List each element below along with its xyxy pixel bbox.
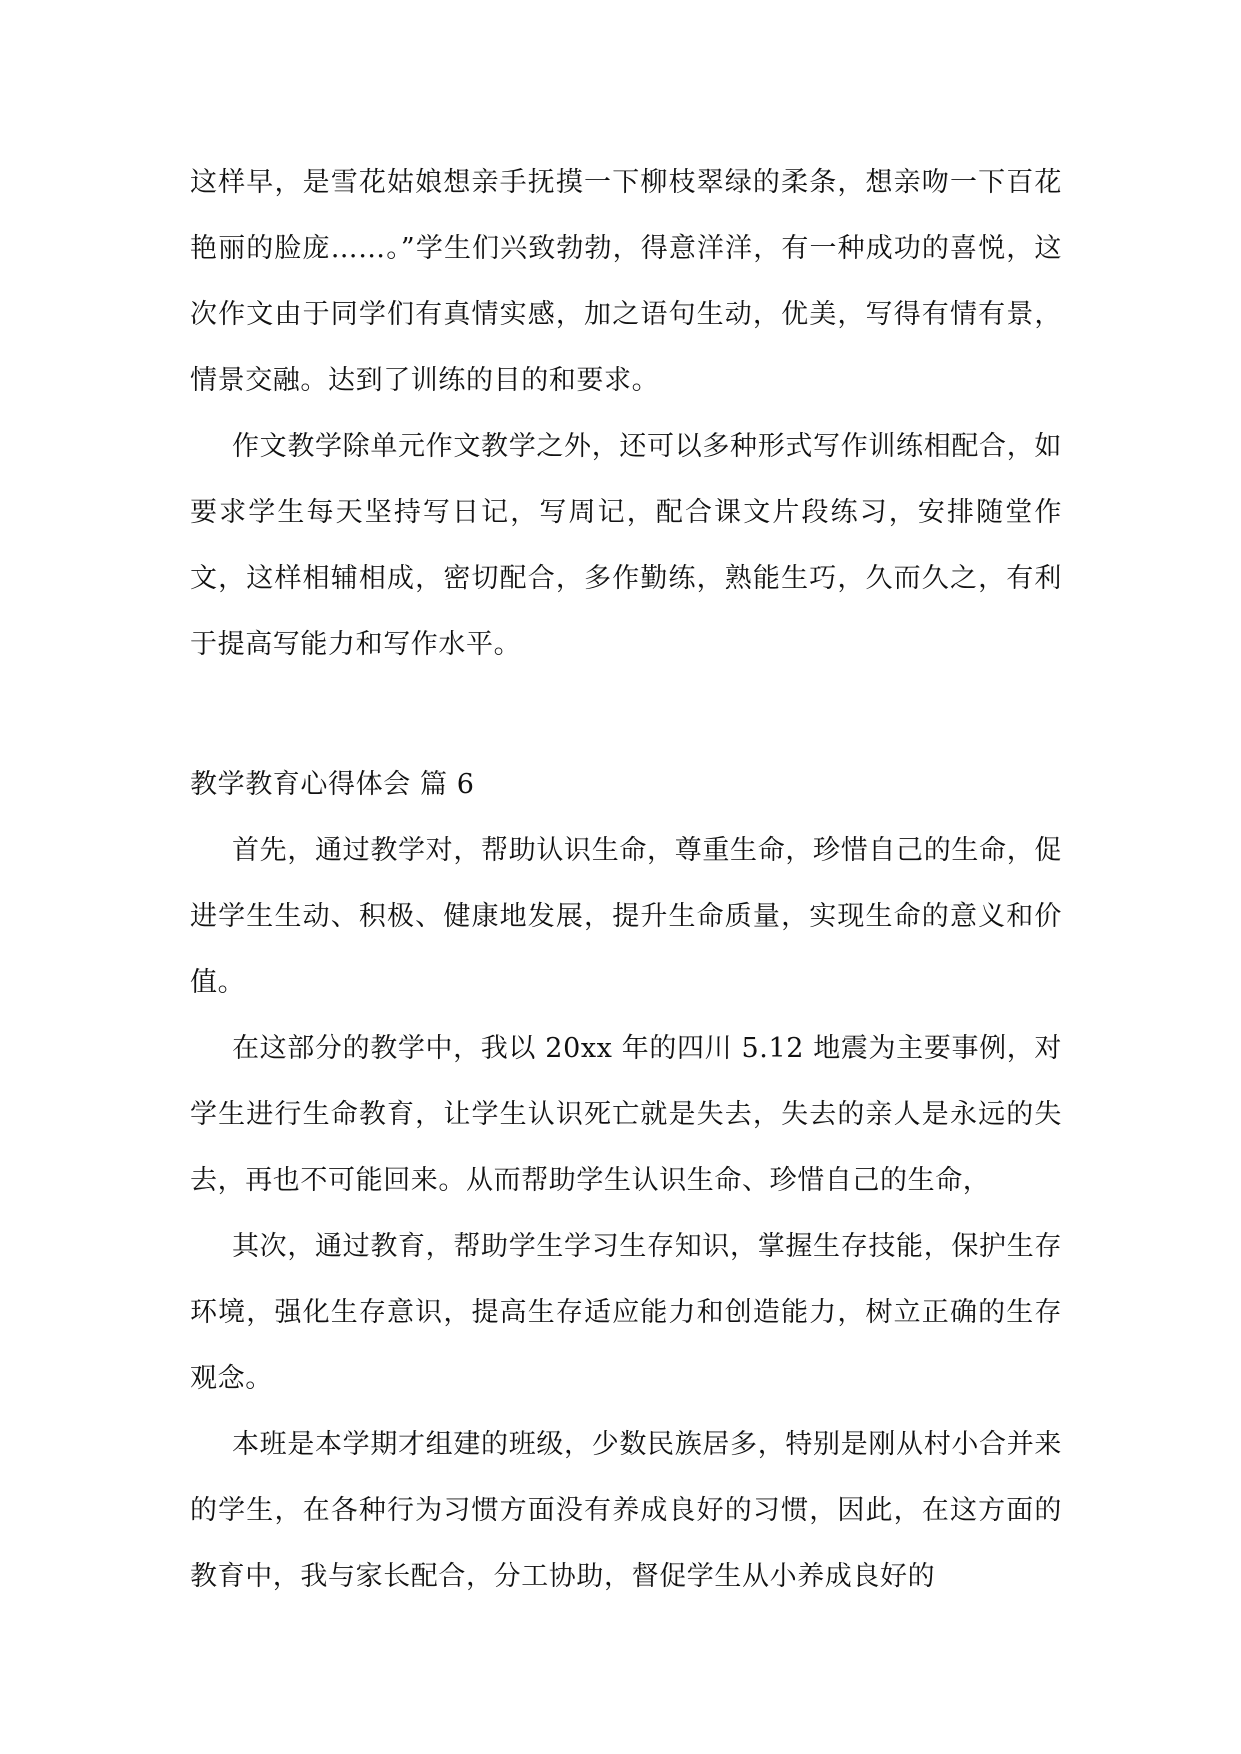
- paragraph-class-habits: 本班是本学期才组建的班级，少数民族居多，特别是刚从村小合并来的学生，在各种行为习惯方面没有养成良好的习惯，因此，在这方面的教育中，我与家长配合，分工协助，督促学生从小养成良好的: [190, 1429, 1062, 1592]
- paragraph-writing-training: 作文教学除单元作文教学之外，还可以多种形式写作训练相配合，如要求学生每天坚持写日记，写周记，配合课文片段练习，安排随堂作文，这样相辅相成，密切配合，多作勤练，熟能生巧，久而久之，有利于提高写能力和写作水平。: [190, 431, 1062, 660]
- paragraph-continuation: 这样早，是雪花姑娘想亲手抚摸一下柳枝翠绿的柔条，想亲吻一下百花艳丽的脸庞……。”学生们兴致勃勃，得意洋洋，有一种成功的喜悦，这次作文由于同学们有真情实感，加之语句生动，优美，写得有情有景，情景交融。达到了训练的目的和要求。: [190, 167, 1062, 396]
- section-heading: 教学教育心得体会 篇 6: [190, 769, 475, 800]
- document-body: [190, 150, 1062, 1610]
- paragraph-earthquake-example: 在这部分的教学中，我以 20xx 年的四川 5.12 地震为主要事例，对学生进行生命教育，让学生认识死亡就是失去，失去的亲人是永远的失去，再也不可能回来。从而帮助学生认识生命、珍惜自己的生命，: [190, 1033, 1062, 1196]
- paragraph-life-education: 首先，通过教学对，帮助认识生命，尊重生命，珍惜自己的生命，促进学生生动、积极、健康地发展，提升生命质量，实现生命的意义和价值。: [190, 835, 1062, 998]
- paragraph-survival-education: 其次，通过教育，帮助学生学习生存知识，掌握生存技能，保护生存环境，强化生存意识，提高生存适应能力和创造能力，树立正确的生存观念。: [190, 1231, 1062, 1394]
